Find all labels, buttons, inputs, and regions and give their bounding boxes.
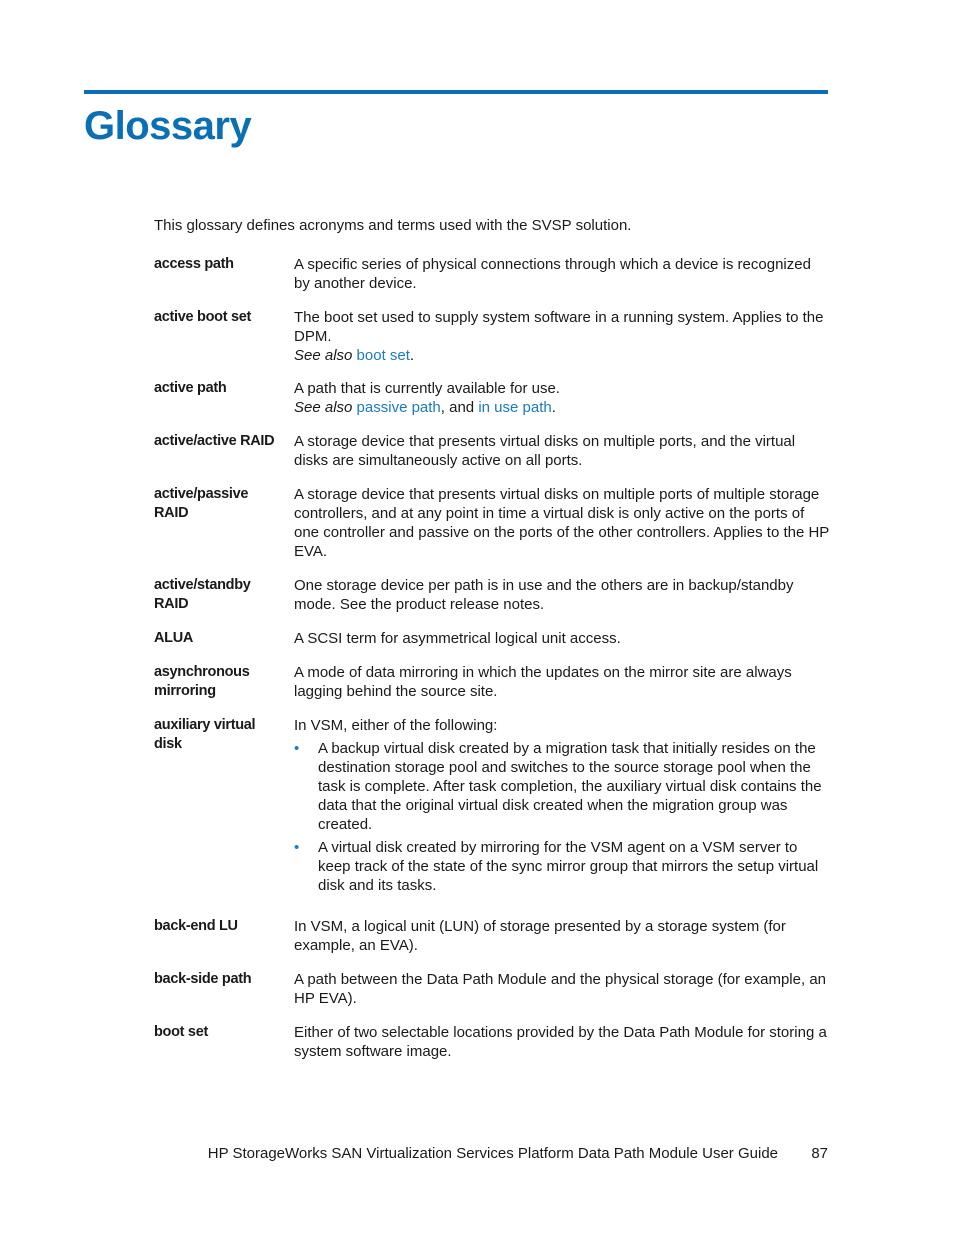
see-also xyxy=(294,398,830,417)
bullet-icon: • xyxy=(294,740,300,757)
bullet-text: A virtual disk created by mirroring for the VSM agent on a VSM server to keep track of the state of the sync mirror group that mirrors the setup virtual disk and its tasks. xyxy=(318,839,819,894)
glossary-term: active boot set xyxy=(154,309,252,325)
bullet-list xyxy=(294,739,830,895)
title-rule xyxy=(84,90,828,94)
glossary-term: active/active RAID xyxy=(154,433,275,449)
definition-text: The boot set used to supply system software in a running system. Applies to the DPM. xyxy=(294,309,824,345)
glossary-term: back-side path xyxy=(154,971,252,987)
definition-text: A mode of data mirroring in which the updates on the mirror site are always lagging behind the source site. xyxy=(294,664,792,700)
glossary-definition xyxy=(294,576,830,614)
glossary-definition xyxy=(294,308,830,365)
glossary-definition xyxy=(294,255,830,293)
page-number: 87 xyxy=(811,1145,828,1162)
glossary-definition xyxy=(294,716,830,899)
footer-document-title: HP StorageWorks SAN Virtualization Services Platform Data Path Module User Guide xyxy=(207,1145,778,1162)
definition-text: Either of two selectable locations provided by the Data Path Module for storing a system software image. xyxy=(294,1024,827,1060)
glossary-term: active/passive RAID xyxy=(154,486,249,521)
definition-text: A path between the Data Path Module and the physical storage (for example, an HP EVA). xyxy=(294,971,827,1007)
definition-text: One storage device per path is in use and the others are in backup/standby mode. See the product release notes. xyxy=(294,577,794,613)
bullet-item xyxy=(294,739,830,834)
glossary-definition xyxy=(294,485,830,561)
see-also-separator: , and xyxy=(440,399,479,416)
glossary-definition xyxy=(294,917,830,955)
definition-text: A specific series of physical connections through which a device is recognized by another device. xyxy=(294,256,811,292)
definition-text: In VSM, a logical unit (LUN) of storage presented by a storage system (for example, an EVA). xyxy=(294,918,786,954)
definition-text: A storage device that presents virtual disks on multiple ports, and the virtual disks are simultaneously active on all ports. xyxy=(294,433,796,469)
page-title: Glossary xyxy=(84,104,252,148)
glossary-term: boot set xyxy=(154,1024,208,1040)
definition-text: A SCSI term for asymmetrical logical unit access. xyxy=(294,630,621,647)
glossary-definition xyxy=(294,432,830,470)
glossary-term: access path xyxy=(154,256,234,272)
link-in-use-path[interactable]: in use path xyxy=(478,399,552,416)
see-also-label: See also xyxy=(294,399,353,416)
see-also-end: . xyxy=(551,399,556,416)
glossary-term: active/standby RAID xyxy=(154,577,251,612)
glossary-definition xyxy=(294,379,830,417)
see-also xyxy=(294,346,830,365)
glossary-term: back-end LU xyxy=(154,918,238,934)
link-passive-path[interactable]: passive path xyxy=(356,399,441,416)
glossary-definition xyxy=(294,1023,830,1061)
bullet-icon: • xyxy=(294,839,300,856)
definition-text: A path that is currently available for use. xyxy=(294,380,560,397)
see-also-end: . xyxy=(409,347,415,364)
bullet-item xyxy=(294,838,830,895)
bullet-text: A backup virtual disk created by a migration task that initially resides on the destination storage pool and switches to the source storage pool when the task is complete. After task completion, the auxiliary virtual disk contains the data that the original virtual disk created when the migration group was created. xyxy=(318,740,822,833)
glossary-term: active path xyxy=(154,380,227,396)
glossary-definition xyxy=(294,663,830,701)
link-boot-set[interactable]: boot set xyxy=(356,347,410,364)
see-also-label: See also xyxy=(294,347,353,364)
glossary-term: ALUA xyxy=(154,630,194,646)
glossary-term: asynchronous mirroring xyxy=(154,664,250,699)
definition-text: In VSM, either of the following: xyxy=(294,717,498,734)
glossary-term: auxiliary virtual disk xyxy=(154,717,256,752)
definition-text: A storage device that presents virtual disks on multiple ports of multiple storage controllers, and at any point in time a virtual disk is only active on the ports of one controller and passive on the ports of the other controllers. Applies to the HP EVA. xyxy=(294,486,830,560)
intro-text: This glossary defines acronyms and terms used with the SVSP solution. xyxy=(154,217,632,234)
glossary-definition xyxy=(294,629,830,648)
glossary-definition xyxy=(294,970,830,1008)
